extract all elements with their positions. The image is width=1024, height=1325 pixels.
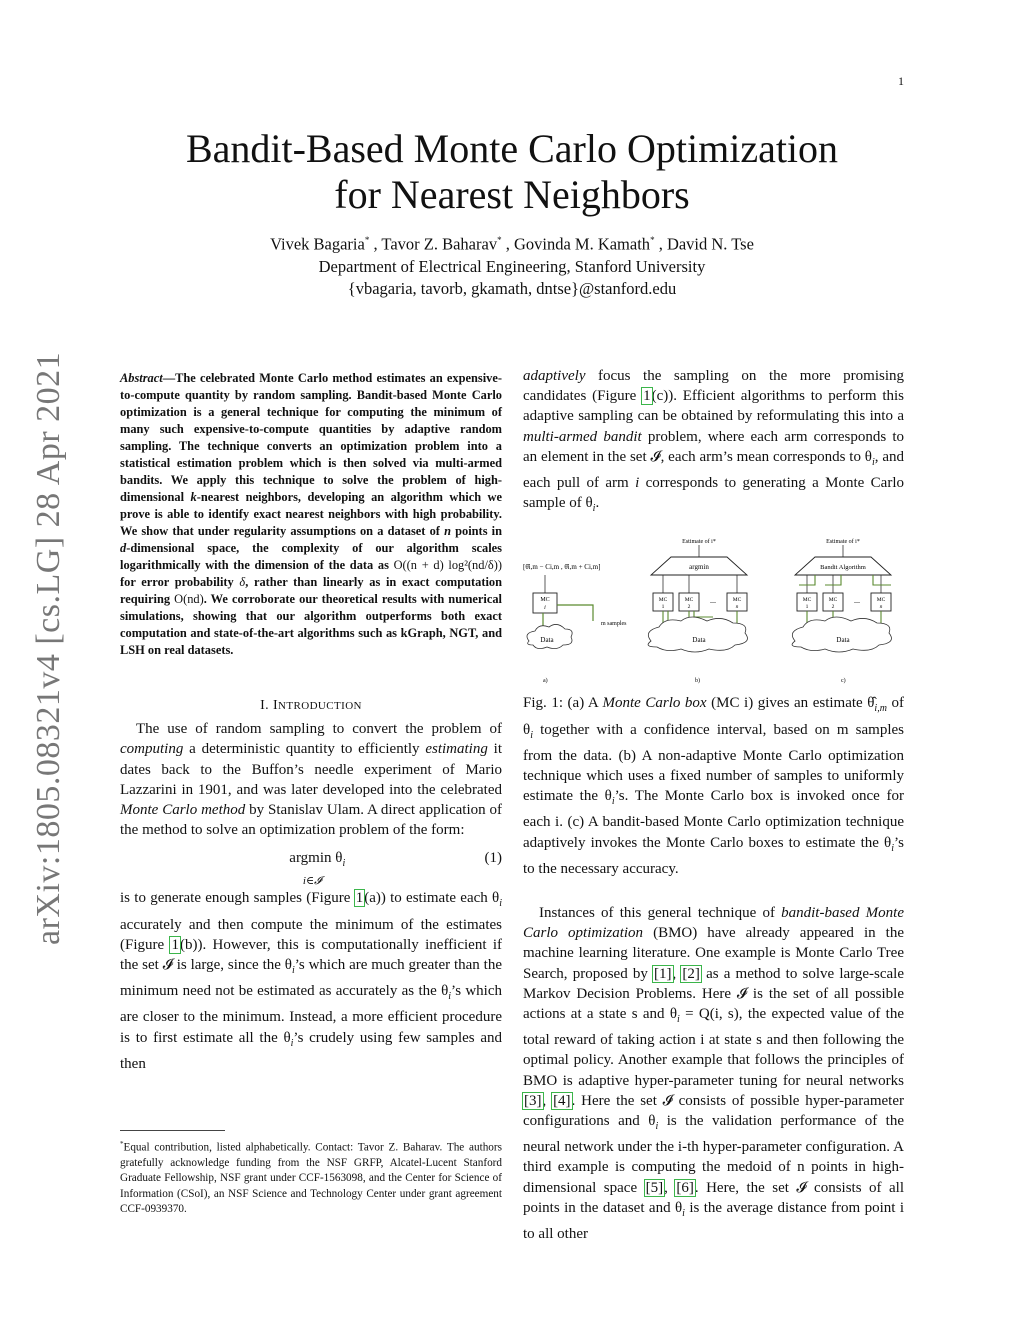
- figure-ref-link[interactable]: 1: [355, 890, 364, 907]
- text: .: [595, 495, 600, 512]
- mc-index: i: [544, 605, 546, 612]
- mc-label: MC: [540, 597, 550, 604]
- mc-label: MC: [658, 597, 668, 604]
- emph: Monte Carlo box: [602, 695, 707, 712]
- equal-contrib-mark: *: [364, 235, 370, 245]
- text: is the validation performance of the neural network under the i-th hyper-parameter configuration. A third example is computing the medoid of n points in high-dimensional space: [523, 1113, 904, 1196]
- estimate-label-b: Estimate of i*: [682, 539, 716, 546]
- math-k: k: [190, 490, 197, 504]
- footnote-text: Equal contribution, listed alphabetically. Contact: Tavor Z. Baharav. The authors gratefully acknowledge funding from the NSF GRFP, Alcatel-Lucent Stanford Graduate Fellowship, NSF grant under CCF-1563098, and the Center for Science of Information (CSoI), an NSF Science and Technology Center under grant agreement CCF-0939370.: [120, 1141, 502, 1215]
- emph: Monte Carlo method: [120, 802, 246, 819]
- math-n: n: [444, 524, 451, 538]
- text: a deterministic quantity to efficiently: [183, 741, 426, 758]
- emph: bandit-based Monte Carlo optimization: [523, 905, 904, 942]
- figure-ref-link[interactable]: 1: [643, 388, 651, 405]
- mc-index: 2: [831, 604, 835, 611]
- right-paragraph-1: [523, 366, 904, 519]
- equation-1: [120, 848, 502, 887]
- equal-contrib-mark: *: [497, 235, 502, 245]
- text: problem, where each arm corresponds to an element in the set 𝓘, each arm’s mean corresponds to θ: [523, 428, 904, 465]
- panel-label-a: a): [543, 678, 548, 685]
- mc-index: 1: [805, 604, 809, 611]
- equation-number: (1): [484, 850, 502, 867]
- citation-link[interactable]: [4]: [553, 1092, 571, 1109]
- text: (MC i) gives an estimate θ̂: [706, 695, 875, 712]
- text: ’s to the necessary accuracy.: [523, 834, 904, 877]
- right-paragraph-2: Instances of this general technique of bandit-based Monte Carlo optimization (BMO) have already appeared in the machine learning literature. One example is Monte Carlo Tree Search, proposed by [1], [2] as a method to solve large-scale Markov Decision Problems. Here 𝓘 is the set of all possible actions at a state s and $\theta_i = Q(i$, s), the expected value of the total reward of taking action i at state s and then following the optimal policy. Another example that follows the principles of BMO is adaptive hyper-parameter tuning for neural networks [3], [4]. Here the set 𝓘 consists of possible hyper-parameter configurations and $\theta_i$ is the validation performance of the neural network under the i-th hyper-parameter configuration. A third example is computing the medoid of n points in high-dimensional space [5], [6]. Here, the set 𝓘 consists of all points in the dataset and $\theta_i$ is the average distance from point i to all other: [523, 905, 905, 1243]
- emph: multi-armed bandit: [523, 428, 642, 445]
- sub-i: i: [682, 1207, 685, 1219]
- text: corresponds to generating a Monte Carlo sample of θ: [523, 475, 904, 512]
- estimate-label-c: Estimate of i*: [826, 539, 860, 546]
- mc-index: n: [735, 604, 739, 611]
- section-title-rest: NTRODUCTION: [278, 700, 362, 712]
- equation-main: argmin θ: [289, 850, 343, 867]
- equation-sub: i: [342, 858, 346, 870]
- abstract-text: The celebrated Monte Carlo method estimates an expensive-to-compute quantity by random sampling. Bandit-based Monte Carlo optimization is a general technique for computing the minimum of many such expensive-to-compute quantities by adaptive random sampling. The technique converts an optimization problem into a statistical estimation problem which is then solved via multi-armed bandits. We apply this technique to solve the problem of high-dimensional: [120, 371, 502, 504]
- figure-caption: [523, 693, 904, 879]
- text: . Here, the set 𝓘 consists of all points in the dataset and θ: [523, 1179, 904, 1216]
- text: ’s which are closer to the minimum. Instead, a more efficient procedure is to first estimate all the θ: [120, 983, 502, 1046]
- citation-link[interactable]: [5]: [645, 1179, 664, 1196]
- section-number: I.: [260, 698, 270, 713]
- text: (a) A: [562, 695, 603, 712]
- text: (b)). However, this is computationally inefficient if the set 𝓘 is large, since the θ: [120, 936, 502, 974]
- text: . Here the set 𝓘 consists of possible hyper-parameter configurations and θ: [523, 1092, 904, 1130]
- author-2: Tavor Z. Baharav: [381, 234, 498, 254]
- text: together with a confidence interval, based on m samples from the data. (b) A non-adaptive Monte Carlo optimization technique which uses a fixed number of samples to uniformly estimate the θ: [523, 721, 904, 805]
- text: (a)) to estimate each θ: [364, 890, 500, 907]
- sub-i: i: [871, 456, 875, 468]
- abstract-label: Abstract: [120, 371, 163, 385]
- text: focus the sampling on the more promising candidates (Figure: [523, 368, 904, 405]
- abstract-dash: —: [162, 371, 176, 385]
- abstract-text: points in: [450, 524, 503, 538]
- equation-body: [120, 848, 485, 886]
- sub-i: i: [530, 729, 533, 741]
- text: as a method to solve large-scale Markov Decision Problems. Here 𝓘 is the set of all possible actions at a state s and θ: [523, 965, 904, 1023]
- text: by Stanislav Ulam. A direct application of the method to solve an optimization problem of the form:: [120, 802, 502, 839]
- math-d: d: [120, 541, 127, 555]
- abstract-text: , rather than linearly as in exact computation requiring: [120, 575, 502, 606]
- intro-paragraph-2: [120, 888, 502, 1074]
- sub-i: i: [290, 1037, 294, 1049]
- author-list: Vivek Bagaria* , Tavor Z. Baharav* , Govinda M. Kamath* , David N. Tse: [270, 234, 754, 254]
- citation-link[interactable]: [2]: [682, 965, 700, 982]
- text: accurately and then compute the minimum of the estimates (Figure: [120, 916, 502, 953]
- math-exact: O(nd): [174, 592, 204, 606]
- ellipsis: ...: [710, 596, 716, 606]
- feedback-lines-c: [799, 575, 891, 585]
- bandit-label: Bandit Algorithm: [820, 564, 866, 572]
- data-label: Data: [540, 636, 554, 645]
- sub-i: i: [891, 842, 894, 854]
- math-delta: δ: [239, 575, 246, 589]
- figure-1-diagram: [523, 535, 904, 685]
- footnote-rule: [120, 1130, 225, 1131]
- author-block: [120, 229, 904, 300]
- mc-label: MC: [802, 597, 812, 604]
- section-title-first: I: [272, 698, 279, 713]
- abstract-text: . We corroborate our theoretical results with numerical simulations, showing that our algorithm outperforms both exact computation and state-of-the-art algorithms such as kGraph, NGT, and LSH on real datasets.: [120, 592, 502, 657]
- footnote: [120, 1130, 502, 1217]
- data-cloud-b: [648, 617, 747, 652]
- sub-i: i: [655, 1121, 659, 1133]
- text: Instances of this general technique of: [539, 905, 782, 922]
- figure-1: [523, 535, 904, 685]
- paper-title: [120, 126, 904, 218]
- text: ’s which are much greater than the minimum need not be estimated as accurately as the θ: [120, 957, 502, 1000]
- title-line-1: Bandit-Based Monte Carlo Optimization: [185, 126, 839, 171]
- sub-i: i: [677, 1014, 680, 1026]
- page-number: 1: [898, 74, 904, 88]
- text: (BMO) have already appeared in the machine learning literature. One example is Monte Carlo Tree Search, proposed by: [523, 925, 904, 982]
- abstract-text: -dimensional space, the complexity of our algorithm scales logarithmically with the dimension of the data as: [120, 541, 502, 572]
- mc-index: 2: [687, 604, 691, 611]
- equation-under: i∈𝓘: [302, 874, 322, 887]
- mc-label: MC: [684, 597, 694, 604]
- data-cloud-c: [792, 617, 891, 652]
- footnote-mark: *: [120, 1140, 124, 1148]
- text: ’s crudely using few samples and then: [120, 1029, 502, 1072]
- sub-i: i: [499, 898, 502, 910]
- author-3: Govinda M. Kamath: [513, 234, 651, 254]
- text: (c)). Efficient algorithms to perform this adaptive sampling can be obtained by reformulating this into a: [523, 388, 904, 425]
- equal-contrib-mark: *: [650, 235, 655, 245]
- text: is the average distance from point i to all other: [523, 1199, 904, 1243]
- text: , and each pull of arm: [523, 448, 904, 492]
- citation-link[interactable]: [1]: [654, 965, 672, 982]
- mc-label: MC: [828, 597, 838, 604]
- text: = Q(i, s), the expected value of the total reward of taking action i at state s and then following the optimal policy. Another example that follows the principles of BMO is adaptive hyper-parameter tuning for neural networks: [523, 1006, 905, 1089]
- mc-index: 1: [661, 604, 665, 611]
- author-4: David N. Tse: [666, 234, 754, 254]
- data-label: Data: [692, 636, 706, 645]
- author-1: Vivek Bagaria: [270, 234, 365, 254]
- m-samples-label: m samples: [601, 621, 627, 628]
- left-column: [120, 370, 502, 1074]
- panel-label-c: c): [841, 678, 846, 685]
- ellipsis: ...: [854, 596, 860, 606]
- math-complexity: O((n + d) log²(nd/δ)): [393, 558, 502, 572]
- caption-label: Fig. 1:: [523, 695, 563, 712]
- arxiv-stamp: arXiv:1805.08321v4 [cs.LG] 28 Apr 2021: [30, 351, 67, 945]
- mc-label: MC: [876, 597, 886, 604]
- argmin-label: argmin: [689, 563, 709, 572]
- confidence-interval-label: [θ̂i,m − Ci,m , θ̂i,m + Ci,m]: [523, 563, 601, 572]
- sub-im: i,m: [874, 703, 887, 715]
- intro-paragraph-1: [120, 719, 502, 840]
- abstract-text: for error probability: [120, 575, 240, 589]
- mc-label: MC: [732, 597, 742, 604]
- mc-index: n: [879, 604, 883, 611]
- citation-link[interactable]: [6]: [676, 1179, 694, 1196]
- emph: adaptively: [523, 368, 586, 384]
- title-line-2: for Nearest Neighbors: [334, 172, 690, 217]
- text: is to generate enough samples (Figure: [120, 890, 355, 907]
- right-column: [523, 366, 904, 1244]
- math-i: i: [635, 475, 640, 492]
- affiliation: Department of Electrical Engineering, Stanford University: [318, 256, 706, 276]
- text: The use of random sampling to convert the problem of: [136, 721, 502, 738]
- figure-ref-link[interactable]: 1: [171, 936, 179, 953]
- sub-i: i: [592, 503, 596, 515]
- emails: {vbagaria, tavorb, gkamath, dntse}@stanford.edu: [347, 278, 677, 298]
- panel-label-b: b): [695, 678, 700, 685]
- sample-line-a: [557, 605, 593, 621]
- sub-i: i: [611, 796, 615, 808]
- text: of θ: [523, 695, 904, 738]
- emph: computing: [120, 741, 184, 758]
- sub-i: i: [291, 965, 295, 977]
- text: it dates back to the Buffon’s needle experiment of Mario Lazzarini in 1901, and was later developed into the celebrated: [120, 741, 502, 798]
- emph: estimating: [425, 741, 488, 758]
- section-heading: [120, 696, 502, 716]
- data-label: Data: [836, 636, 850, 645]
- text: ’s. The Monte Carlo box is invoked once for each i. (c) A bandit-based Monte Carlo optimization technique adaptively invokes the Monte Carlo boxes to estimate the θ: [523, 788, 904, 851]
- sub-i: i: [448, 991, 452, 1003]
- abstract: [120, 370, 502, 659]
- citation-link[interactable]: [3]: [524, 1092, 542, 1109]
- abstract-text: -nearest neighbors, developing an algorithm which we prove is able to identify exact nearest neighbors with high probability. We show that under regularity assumptions on a dataset of: [120, 490, 502, 538]
